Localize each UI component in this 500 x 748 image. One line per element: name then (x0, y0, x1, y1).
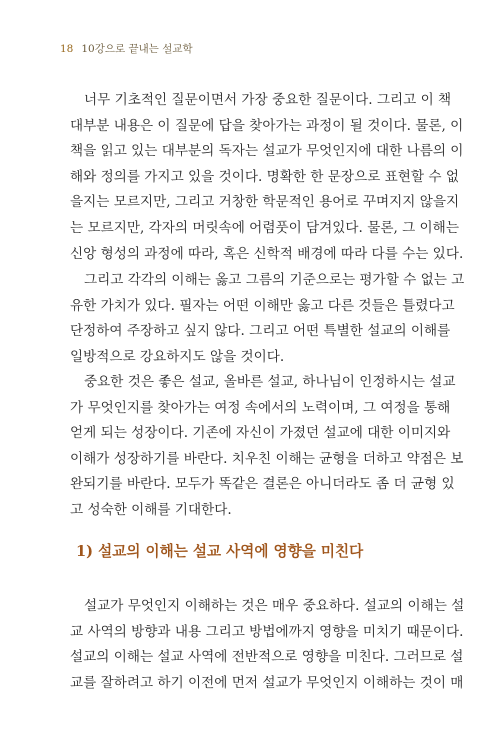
text-line: 일방적으로 강요하지도 않을 것이다. (70, 348, 285, 365)
text-line: 얻게 되는 성장이다. 기존에 자신이 가졌던 설교에 대한 이미지와 (70, 425, 451, 442)
text-line: 가 무엇인지를 찾아가는 여정 속에서의 노력이며, 그 여정을 통해 (70, 399, 451, 416)
text-line: 너무 기초적인 질문이면서 가장 중요한 질문이다. 그리고 이 책 (84, 92, 452, 108)
text-line: 고 성숙한 이해를 기대한다. (70, 501, 232, 518)
text-line: 대부분 내용은 이 질문에 답을 찾아가는 과정이 될 것이다. 물론, 이 (70, 117, 464, 134)
text-line: 신앙 형성의 과정에 따라, 혹은 신학적 배경에 따라 다를 수는 있다. (70, 245, 464, 262)
text-line: 그리고 각각의 이해는 옳고 그름의 기준으로는 평가할 수 없는 고 (84, 272, 465, 288)
book-title: 10강으로 끝내는 설교학 (81, 43, 193, 55)
text-line: 완되기를 바란다. 모두가 똑같은 결론은 아니더라도 좀 더 균형 있 (70, 476, 455, 493)
text-line: 중요한 것은 좋은 설교, 올바른 설교, 하나님이 인정하시는 설교 (84, 374, 456, 390)
text-line: 유한 가치가 있다. 필자는 어떤 이해만 옳고 다른 것들은 틀렸다고 (70, 297, 455, 314)
paragraph-4 (70, 594, 465, 696)
text-line: 을지는 모르지만, 그리고 거창한 학문적인 용어로 꾸며지지 않을지 (70, 194, 460, 211)
text-line: 해와 정의를 가지고 있을 것이다. 명확한 한 문장으로 표현할 수 없 (70, 168, 459, 185)
page-number: 18 (60, 43, 74, 55)
paragraph-2 (70, 268, 465, 370)
text-line: 교 사역의 방향과 내용 그리고 방법에까지 영향을 미치기 때문이다. (70, 623, 464, 640)
text-line: 설교가 무엇인지 이해하는 것은 매우 중요하다. 설교의 이해는 설 (84, 598, 465, 614)
section-heading: 1) 설교의 이해는 설교 사역에 영향을 미친다 (76, 543, 364, 560)
running-head (60, 41, 193, 56)
paragraph-1 (70, 88, 464, 267)
text-line: 이해가 성장하기를 바란다. 치우친 이해는 균형을 더하고 약점은 보 (70, 450, 464, 467)
text-line: 설교의 이해는 설교 사역에 전반적으로 영향을 미친다. 그러므로 설 (70, 649, 464, 666)
text-line: 교를 잘하려고 하기 이전에 먼저 설교가 무엇인지 이해하는 것이 매 (70, 674, 464, 691)
text-line: 는 모르지만, 각자의 머릿속에 어렴풋이 담겨있다. 물론, 그 이해는 (70, 219, 459, 236)
text-line: 단정하여 주장하고 싶지 않다. 그리고 어떤 특별한 설교의 이해를 (70, 323, 451, 340)
text-line: 책을 읽고 있는 대부분의 독자는 설교가 무엇인지에 대한 나름의 이 (70, 143, 464, 160)
paragraph-3 (70, 370, 464, 524)
